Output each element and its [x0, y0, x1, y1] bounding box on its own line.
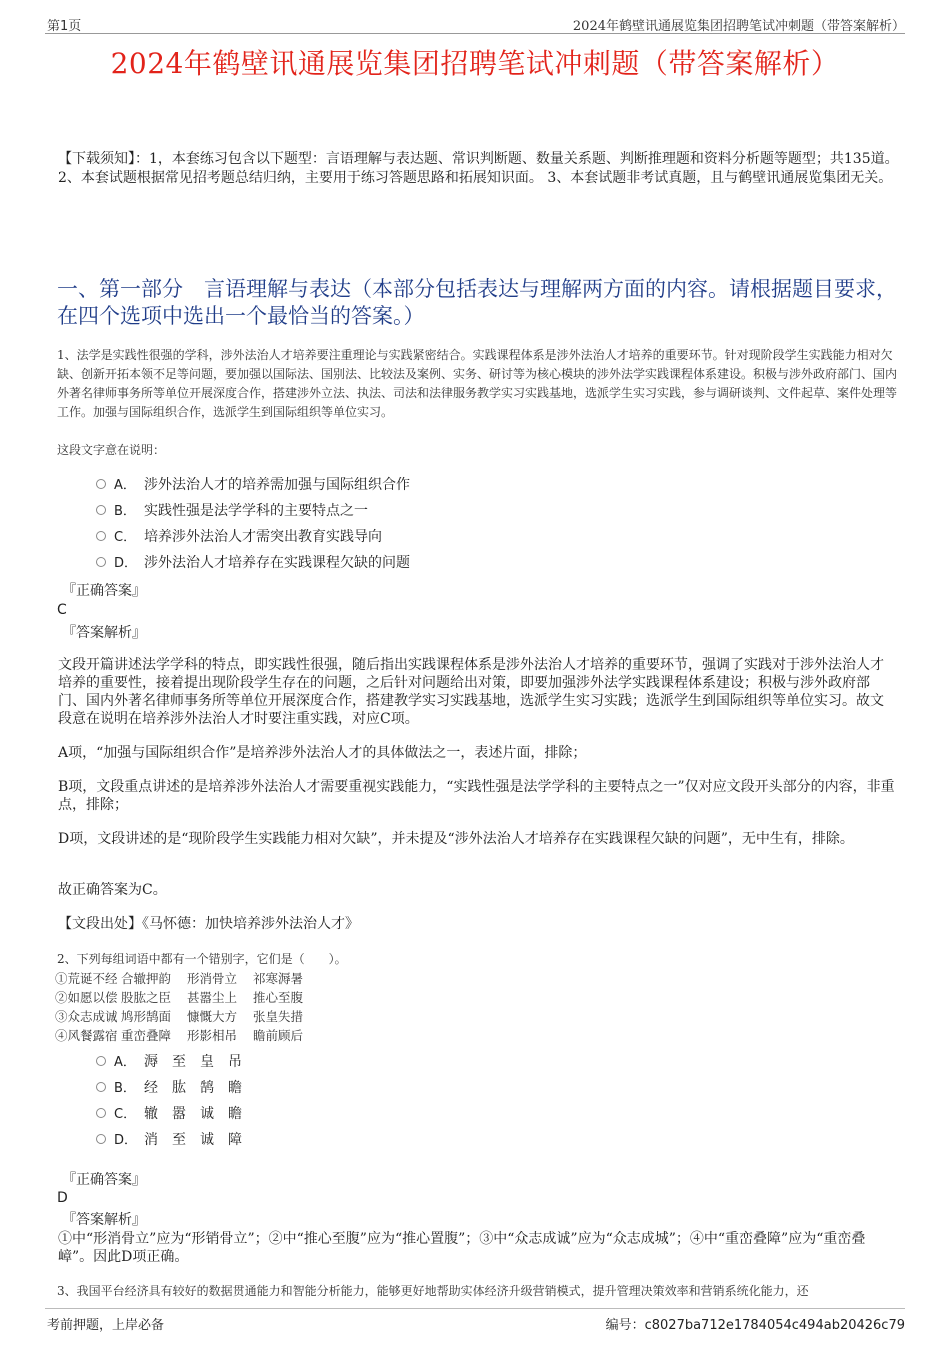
q1-answer-label: 『正确答案』: [62, 583, 146, 599]
radio-icon[interactable]: [96, 1134, 106, 1144]
radio-icon[interactable]: [96, 1056, 106, 1066]
download-notice: 【下载须知】：1，本套练习包含以下题型：言语理解与表达题、常识判断题、数量关系题、判断推理题和资料分析题等题型；共135道。 2、本套试题根据常见招考题总结归纳，主要用于练习答题思路和拓展知识面。 3、本套试题非考试真题，且与鹤壁讯通展览集团无关。: [58, 151, 899, 186]
radio-icon[interactable]: [96, 1108, 106, 1118]
q2-text: 2、下列每组词语中都有一个错别字，它们是（ ）。: [57, 952, 347, 966]
q1-answer: C: [57, 602, 67, 618]
page-title: 2024年鹤壁讯通展览集团招聘笔试冲刺题（带答案解析）: [110, 47, 840, 80]
radio-icon[interactable]: [96, 531, 106, 541]
q1-option-c[interactable]: C． 培养涉外法治人才需突出教育实践导向: [96, 524, 410, 550]
q1-analysis: 文段开篇讲述法学学科的特点，即实践性很强，随后指出实践课程体系是涉外法治人才培养的重要环节，强调了实践对于涉外法治人才培养的重要性，接着提出现阶段学生存在的问题，之后针对问题给出对策，即要加强涉外法学实践课程体系建设；积极与涉外政府部门、国内外著名律师事务所等单位开展深度合作，搭建教学实习实践基地，选派学生实习实践；选派学生到国际组织等单位实习。故文段意在说明在培养涉外法治人才时要注重实践，对应C项。: [58, 657, 884, 727]
header-divider: [45, 33, 905, 34]
q2-word-groups: [55, 969, 319, 1045]
q1-text: 1、法学是实践性很强的学科，涉外法治人才培养要注重理论与实践紧密结合。实践课程体系是涉外法治人才培养的重要环节。针对现阶段学生实践能力相对欠缺、创新开拓本领不足等问题，要加强以国际法、国别法、比较法及案例、实务、研讨等为核心模块的涉外法学实践课程体系建设。积极与涉外政府部门、国内外著名律师事务所等单位开展深度合作，搭建涉外立法、执法、司法和法律服务教学实习实践基地，选派学生实习实践，参与调研谈判、文件起草、案件处理等工作。加强与国际组织合作，选派学生到国际组织等单位实习。: [57, 348, 898, 419]
q1-option-d[interactable]: D． 涉外法治人才培养存在实践课程欠缺的问题: [96, 550, 410, 576]
q1-conclusion: 故正确答案为C。: [58, 882, 167, 898]
q2-answer: D: [57, 1190, 68, 1206]
q1-options: [96, 472, 410, 576]
q2-option-d[interactable]: D． 消 至 诚 障: [96, 1127, 242, 1153]
section-title: 一、第一部分 言语理解与表达（本部分包括表达与理解两方面的内容。请根据题目要求，在四个选项中选出一个最恰当的答案。）: [57, 277, 897, 328]
q1-option-b[interactable]: B． 实践性强是法学学科的主要特点之一: [96, 498, 410, 524]
radio-icon[interactable]: [96, 557, 106, 567]
q1-analysis-b: B项，文段重点讲述的是培养涉外法治人才需要重视实践能力，“实践性强是法学学科的主要特点之一”仅对应文段开头部分的内容，非重点，排除；: [58, 779, 895, 813]
word-row: ③众志成诚 鸠形鹄面 慷慨大方 张皇失措: [55, 1009, 304, 1024]
radio-icon[interactable]: [96, 1082, 106, 1092]
q2-option-c[interactable]: C． 辙 嚣 诚 瞻: [96, 1101, 242, 1127]
page-header: [0, 0, 950, 34]
q2-analysis: ①中“形消骨立”应为“形销骨立”；②中“推心至腹”应为“推心置腹”；③中“众志成诚”应为“众志成城”；④中“重峦叠障”应为“重峦叠嶂”。因此D项正确。: [58, 1231, 866, 1265]
q2-options: [96, 1049, 242, 1153]
q2-option-a[interactable]: A． 溽 至 皇 吊: [96, 1049, 242, 1075]
radio-icon[interactable]: [96, 479, 106, 489]
q1-option-a[interactable]: A． 涉外法治人才的培养需加强与国际组织合作: [96, 472, 410, 498]
q2-answer-label: 『正确答案』: [62, 1172, 146, 1188]
footer-slogan: 考前押题，上岸必备: [47, 1318, 165, 1333]
q1-prompt: 这段文字意在说明：: [57, 443, 166, 457]
footer-divider: [45, 1308, 905, 1309]
q1-analysis-label: 『答案解析』: [62, 625, 146, 641]
q2-option-b[interactable]: B． 经 肱 鹄 瞻: [96, 1075, 242, 1101]
radio-icon[interactable]: [96, 505, 106, 515]
q1-analysis-a: A项，“加强与国际组织合作”是培养涉外法治人才的具体做法之一，表述片面，排除；: [58, 745, 587, 761]
q2-analysis-label: 『答案解析』: [62, 1212, 146, 1228]
q3-text: 3、我国平台经济具有较好的数据贯通能力和智能分析能力，能够更好地帮助实体经济升级营销模式，提升管理决策效率和营销系统化能力，还: [57, 1284, 809, 1298]
q1-source: 【文段出处】《马怀德：加快培养涉外法治人才》: [58, 916, 359, 932]
footer-code: 编号：c8027ba712e1784054c494ab20426c79: [605, 1318, 905, 1333]
word-row: ①荒诞不经 合辙押韵 形消骨立 祁寒溽暑: [55, 971, 304, 986]
page-number: 第1页: [47, 19, 82, 34]
q1-analysis-d: D项，文段讲述的是“现阶段学生实践能力相对欠缺”，并未提及“涉外法治人才培养存在实践课程欠缺的问题”，无中生有，排除。: [58, 831, 854, 847]
header-doc-title: 2024年鹤壁讯通展览集团招聘笔试冲刺题（带答案解析）: [572, 19, 905, 34]
word-row: ④风餐露宿 重峦叠障 形影相吊 瞻前顾后: [55, 1028, 304, 1043]
word-row: ②如愿以偿 股肱之臣 甚嚣尘上 推心至腹: [55, 990, 304, 1005]
